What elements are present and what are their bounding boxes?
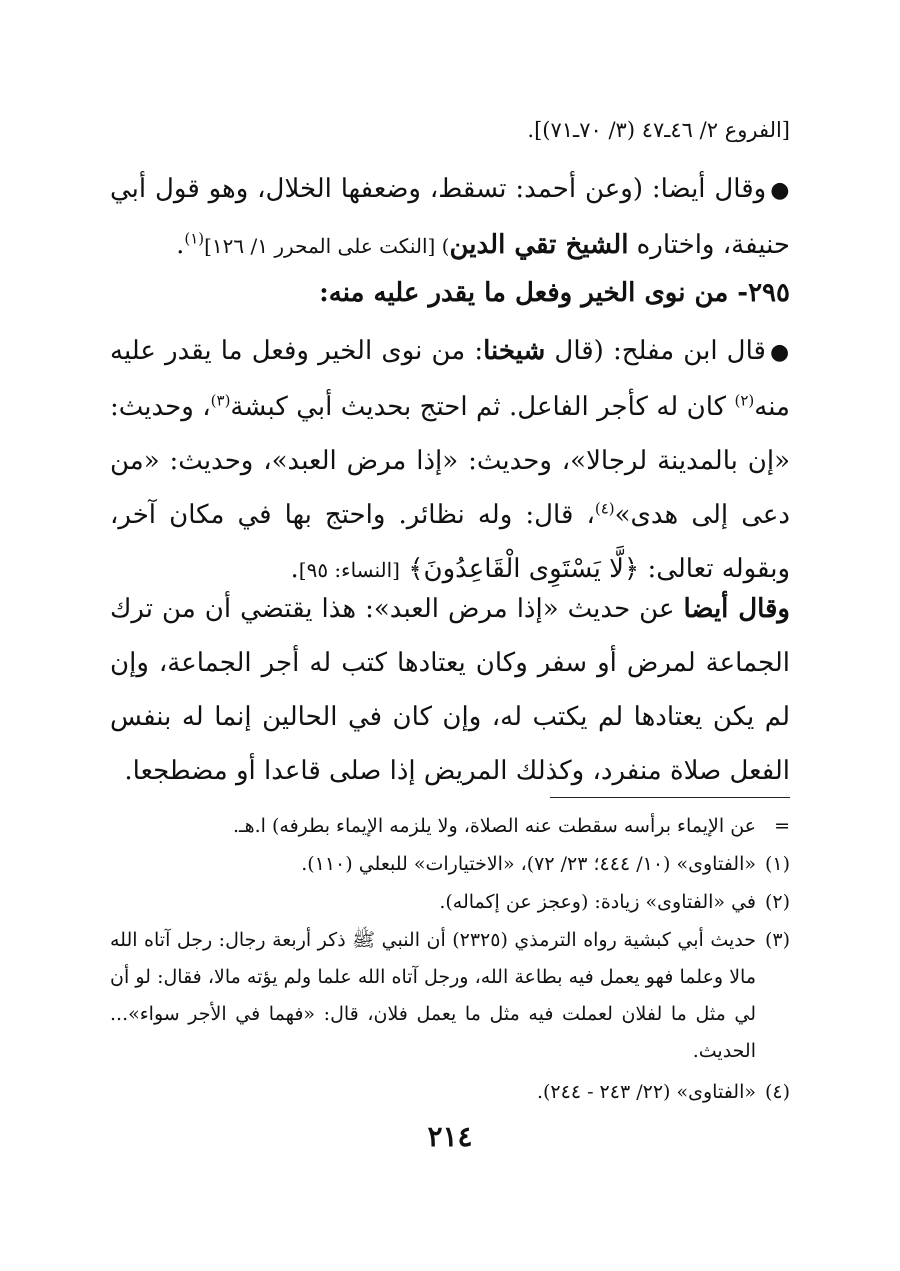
- footnote-ref-4[interactable]: (٤): [594, 499, 615, 518]
- footnote-separator: [550, 797, 790, 798]
- footnote-4: [110, 1074, 790, 1111]
- bullet-icon: ●: [770, 178, 790, 203]
- footnote-mark: (٢): [764, 891, 790, 913]
- p2-text-1: : من نوى الخير وفعل ما يقدر عليه منه: [110, 336, 790, 422]
- bullet-icon: ●: [769, 340, 790, 365]
- p2-shaykh: شيخنا: [483, 336, 546, 366]
- paragraph-3: [110, 582, 790, 798]
- footnote-ref-2[interactable]: (٢): [734, 391, 755, 410]
- p2-end: .: [290, 554, 299, 584]
- p2-text-2: كان له كأجر الفاعل. ثم احتج بحديث أبي كبشة: [230, 392, 735, 422]
- footnote-mark: (٣): [764, 929, 790, 951]
- top-reference: [110, 110, 790, 150]
- section-heading: ٢٩٥- من نوى الخير وفعل ما يقدر عليه منه:: [319, 278, 790, 308]
- footnote-text: «الفتاوى» (١٠/ ٤٤٤؛ ٢٣/ ٧٢)، «الاختيارات» للبعلي (١١٠).: [301, 853, 756, 875]
- footnote-mark: =: [774, 815, 790, 837]
- p2-text-4: ، قال: وله نظائر. واحتج بها في مكان آخر، وبقوله تعالى: ﴿لَّا يَسْتَوِى الْقَاعِدُونَ﴾: [110, 500, 790, 584]
- p1-citation: ) [النكت على المحرر ١/ ١٢٦]: [204, 234, 450, 258]
- paragraph-2: [110, 324, 790, 597]
- p2-text-3: ، وحديث: «إن بالمدينة لرجالا»، وحديث: «إذا مرض العبد»، وحديث: «من دعى إلى هدى»: [110, 392, 790, 530]
- footnote-continuation: [110, 808, 790, 845]
- p1-shaykh: الشيخ تقي الدين: [449, 230, 629, 260]
- p1-end: .: [176, 230, 185, 260]
- footnote-mark: (٤): [764, 1081, 790, 1103]
- footnote-text: حديث أبي كبشية رواه الترمذي (٢٣٢٥) أن النبي ﷺ ذكر أربعة رجال: رجل آتاه الله مالا وعلما فهو يعمل فيه بطاعة الله، ورجل آتاه الله علما ولم يؤته مالا، فقال: لو أن لي مثل ما لفلان لعملت فيه مثل ما يعمل فلان، قال: «فهما في الأجر سواء»... الحديث.: [110, 929, 756, 1062]
- paragraph-1: [110, 162, 790, 273]
- footnote-text: في «الفتاوى» زيادة: (وعجز عن إكماله).: [439, 891, 756, 913]
- footnote-text: عن الإيماء برأسه سقطت عنه الصلاة، ولا يلزمه الإيماء بطرفه) ا.هـ.: [233, 815, 756, 837]
- footnote-text: «الفتاوى» (٢٢/ ٢٤٣ - ٢٤٤).: [536, 1081, 756, 1103]
- footnote-3: [110, 922, 790, 1070]
- footnote-2: [110, 884, 790, 921]
- page-number: ٢١٤: [427, 1120, 473, 1153]
- footnote-mark: (١): [764, 853, 790, 875]
- p2-lead: قال ابن مفلح: (قال: [545, 336, 766, 366]
- footnote-ref-1[interactable]: (١): [184, 229, 205, 248]
- p3-text: عن حديث «إذا مرض العبد»: هذا يقتضي أن من ترك الجماعة لمرض أو سفر وكان يعتادها كتب له أجر الجماعة، وإن لم يكن يعتادها لم يكتب له، وإن كان في الحالين إنما له بنفس الفعل صلاة منفرد، وكذلك المريض إذا صلى قاعدا أو مضطجعا.: [110, 594, 790, 786]
- footnote-ref-3[interactable]: (٣): [210, 391, 231, 410]
- p1-lead: وقال أيضا: (وعن أحمد: تسقط، وضعفها الخلال، وهو قول أبي حنيفة، واختاره: [110, 174, 790, 260]
- top-reference-text: [الفروع ٢/ ٤٦ـ٤٧ (٣/ ٧٠ـ٧١)].: [527, 118, 790, 142]
- p2-quran-ref: [النساء: ٩٥]: [298, 558, 400, 582]
- p3-lead: وقال أيضا: [683, 594, 790, 624]
- footnote-1: [110, 846, 790, 883]
